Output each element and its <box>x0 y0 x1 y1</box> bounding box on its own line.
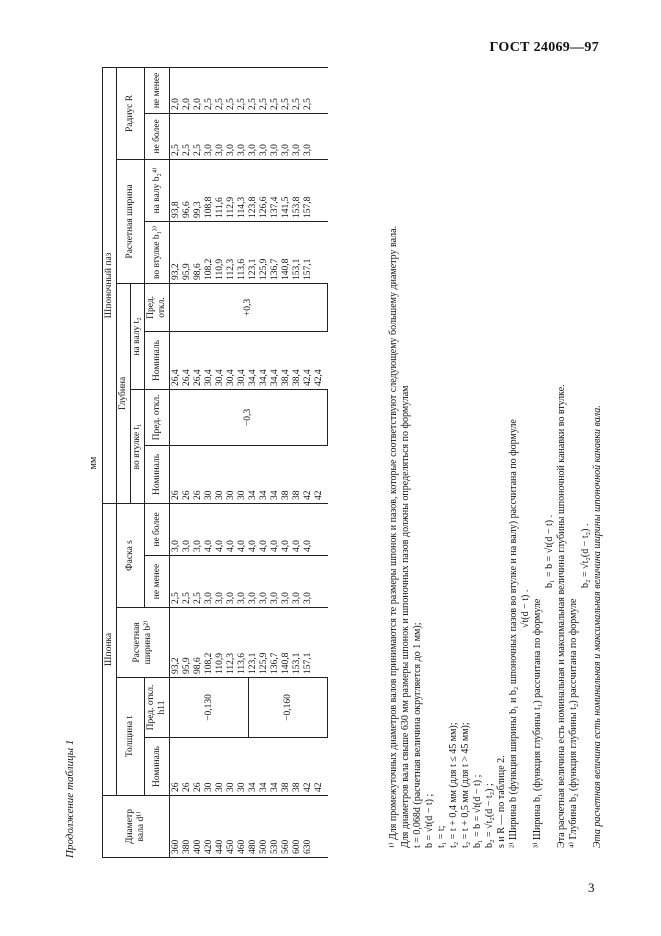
table-cell: 3,0 <box>171 540 181 552</box>
table-cell: 3,0 <box>259 592 269 604</box>
table-cell: 30 <box>237 782 247 792</box>
col-calc-width: Расчетная ширина <box>117 159 145 283</box>
table-cell: 30 <box>226 782 236 792</box>
col-thickness: Толщина t <box>117 678 145 796</box>
formula-b1: b₁ = b = √t(d − t) ; <box>472 774 483 848</box>
table-cell: 153,8 <box>292 196 302 218</box>
table-cell: 4,0 <box>259 540 269 552</box>
table-cell: 26 <box>182 490 192 500</box>
table-cell: 3,0 <box>193 540 203 552</box>
table-cell: 38,4 <box>292 369 302 386</box>
table-cell: 34 <box>259 490 269 500</box>
note-3b: Эта расчетная величина есть номинальная и максимальная величина глубины шпоночной канавки во втулке. <box>556 384 567 848</box>
table-cell: 500 <box>259 839 269 854</box>
tol-h11-b: −0,160 <box>282 694 293 721</box>
table-cell: 2,5 <box>182 592 192 604</box>
table-cell: 3,0 <box>303 144 313 156</box>
table-cell: 530 <box>270 839 280 854</box>
table-cell: 2,5 <box>259 98 269 110</box>
table-cell: 4,0 <box>204 540 214 552</box>
table-continuation-label: Продолжение таблицы 1 <box>64 739 76 858</box>
note-1: ¹⁾ Для промежуточных диаметров валов принимаются те размеры шпонок и пазов, которые соответствуют следующему большему диаметру вала. <box>388 225 399 848</box>
table-cell: 125,9 <box>259 652 269 674</box>
table-cell: 3,0 <box>226 592 236 604</box>
table-cell: 3,0 <box>259 144 269 156</box>
table-cell: 26 <box>193 782 203 792</box>
table-cell: 110,9 <box>215 258 225 280</box>
table-cell: 2,5 <box>182 144 192 156</box>
table-cell: 3,0 <box>281 144 291 156</box>
table-cell: 26,4 <box>193 369 203 386</box>
table-cell: 2,0 <box>193 98 203 110</box>
table-cell: 3,0 <box>303 592 313 604</box>
table-cell: 460 <box>237 839 247 854</box>
table-notes <box>388 68 604 848</box>
table-cell: 26,4 <box>171 369 181 386</box>
table-cell: 3,0 <box>270 144 280 156</box>
table-cell: 30,4 <box>237 369 247 386</box>
table-cell: 3,0 <box>204 144 214 156</box>
table-cell: 95,9 <box>182 657 192 674</box>
table-cell: 123,8 <box>248 196 258 218</box>
table-cell: 3,0 <box>204 592 214 604</box>
note-4: ⁴⁾ Глубина b₂ (функция глубины t₂) рассчитана по формуле <box>568 598 579 848</box>
table-cell: 3,0 <box>292 592 302 604</box>
table-cell: 108,2 <box>204 258 214 280</box>
table-cell: 30,4 <box>204 369 214 386</box>
table-cell: 560 <box>281 839 291 854</box>
col-diameter: Диаметр вала d¹⁾ <box>103 796 170 858</box>
formula-t: t = 0,068d (расчетная величина округляется до 1 мм); <box>412 622 423 848</box>
cells-r-max <box>170 113 328 159</box>
col-radius: Радиус R <box>117 67 145 159</box>
table-cell: 111,6 <box>215 197 225 218</box>
table-cell: 600 <box>292 839 302 854</box>
table-cell: 420 <box>204 839 214 854</box>
table-cell: 2,5 <box>303 98 313 110</box>
table-cell: 93,2 <box>171 657 181 674</box>
col-nominal: Номиналь <box>145 738 170 796</box>
table-cell: 123,1 <box>248 258 258 280</box>
table-cell: 140,8 <box>281 258 291 280</box>
cells-s-min <box>170 556 328 608</box>
table-cell: 4,0 <box>270 540 280 552</box>
table-cell: 3,0 <box>215 592 225 604</box>
table-cell: 4,0 <box>248 540 258 552</box>
table-cell: 157,1 <box>303 258 313 280</box>
table-cell: 2,5 <box>292 98 302 110</box>
table-cell: 34 <box>248 490 258 500</box>
unit-label: мм <box>88 456 99 470</box>
table-cell: 30,4 <box>215 369 225 386</box>
cells-calc-width-b <box>170 608 328 678</box>
table-cell: 38 <box>292 490 302 500</box>
table-cell: 30 <box>204 490 214 500</box>
col-hub-depth: во втулке t₁ <box>131 389 145 503</box>
col-t2-nominal: Номиналь <box>145 331 170 389</box>
table-cell: 112,9 <box>226 196 236 218</box>
table-cell: 3,0 <box>215 144 225 156</box>
col-hub-width: во втулке b₁³⁾ <box>145 221 170 283</box>
table-cell: 3,0 <box>237 592 247 604</box>
table-cell: 93,2 <box>171 263 181 280</box>
cells-tol-h11 <box>170 678 328 738</box>
table-cell: 153,1 <box>292 652 302 674</box>
tol-h11-a: −0,130 <box>170 678 249 737</box>
table-cell: 630 <box>303 839 313 854</box>
table-cell: 2,5 <box>237 98 247 110</box>
col-calc-width-b: Расчетная ширина b²⁾ <box>117 608 170 678</box>
table-cell: 380 <box>182 839 192 854</box>
table-cell: 3,0 <box>292 144 302 156</box>
table-cell: 95,9 <box>182 263 192 280</box>
table-cell: 42 <box>314 490 324 500</box>
formula-t2-b: t₂ = t + 0,5 мм (для t > 45 мм); <box>460 722 471 848</box>
table-cell: 3,0 <box>270 592 280 604</box>
table-cell: 38 <box>281 490 291 500</box>
formula-s-r: s и R — по таблице 2. <box>496 755 507 848</box>
cells-thickness <box>170 738 328 796</box>
cells-t2 <box>170 331 328 389</box>
table-cell: 2,5 <box>226 98 236 110</box>
table-cell: 140,8 <box>281 652 291 674</box>
note-2: ²⁾ Ширина b (функция ширины b₁ и b₂ шпоночных пазов во втулке и на валу) рассчитана по формуле <box>508 419 519 848</box>
table-cell: 4,0 <box>237 540 247 552</box>
table-cell: 34 <box>270 490 280 500</box>
table-cell: 2,0 <box>171 98 181 110</box>
table-cell: 4,0 <box>292 540 302 552</box>
formula-t1: t₁ = t; <box>436 825 447 848</box>
table-cell: 113,6 <box>237 652 247 674</box>
table-cell: 34,4 <box>270 369 280 386</box>
table-cell: 2,5 <box>193 144 203 156</box>
col-shaft-width: на валу b₂⁴⁾ <box>145 159 170 221</box>
table-cell: 42 <box>303 782 313 792</box>
col-chamfer: Фаска s <box>117 503 145 607</box>
table-cell: 30 <box>204 782 214 792</box>
table-cell: 2,5 <box>215 98 225 110</box>
table-cell: 26 <box>182 782 192 792</box>
table-cell: 3,0 <box>281 592 291 604</box>
table-cell: 42,4 <box>303 369 313 386</box>
table-cell: 30,4 <box>226 369 236 386</box>
table-cell: 26 <box>171 490 181 500</box>
table-cell: 141,5 <box>281 196 291 218</box>
cells-t2-tol: +0,3 <box>170 283 328 331</box>
note-4b: Эта расчетная величина есть номинальная и максимальная величина ширины шпоночной канавки вала. <box>592 405 603 848</box>
table-cell: 112,3 <box>226 258 236 280</box>
table-cell: 4,0 <box>226 540 236 552</box>
table-cell: 34 <box>248 782 258 792</box>
table-cell: 3,0 <box>237 144 247 156</box>
col-r-min: не менее <box>145 67 170 113</box>
table-cell: 450 <box>226 839 236 854</box>
table-cell: 3,0 <box>182 540 192 552</box>
table-cell: 2,5 <box>171 592 181 604</box>
formula-b2: b₂ = √t₂(d − t₂) ; <box>484 783 495 848</box>
table-cell: 137,4 <box>270 196 280 218</box>
col-t1-nominal: Номиналь <box>145 445 170 503</box>
note-4-formula: b₂ = √t₂(d − t₂) . <box>580 523 591 588</box>
cells-t1-tol: −0,3 <box>170 389 328 445</box>
table-cell: 3,0 <box>248 592 258 604</box>
table-cell: 3,0 <box>226 144 236 156</box>
note-3-formula: b₁ = b = √t(d − t) . <box>544 514 555 588</box>
table-cell: 157,8 <box>303 196 313 218</box>
table-cell: 30 <box>237 490 247 500</box>
table-cell: 99,3 <box>193 201 203 218</box>
cells-hub-width <box>170 221 328 283</box>
keys-table <box>102 67 328 858</box>
rotated-table-area <box>50 68 603 858</box>
table-cell: 153,1 <box>292 258 302 280</box>
cells-r-min <box>170 67 328 113</box>
table-cell: 38 <box>281 782 291 792</box>
table-cell: 42 <box>314 782 324 792</box>
table-cell: 126,6 <box>259 196 269 218</box>
table-cell: 114,3 <box>237 196 247 218</box>
table-cell: 2,5 <box>204 98 214 110</box>
cells-diameter <box>170 796 328 858</box>
table-cell: 4,0 <box>281 540 291 552</box>
cells-s-max <box>170 503 328 555</box>
note-1b: Для диаметров вала свыше 630 мм размеры шпонок и шпоночных пазов должны определяться по формулам <box>400 385 411 848</box>
table-cell: 360 <box>171 839 181 854</box>
cells-t1 <box>170 445 328 503</box>
table-cell: 93,8 <box>171 201 181 218</box>
col-s-min: не менее <box>145 556 170 608</box>
table-cell: 34 <box>270 782 280 792</box>
col-shaft-depth: на валу t₂ <box>131 283 145 389</box>
page-number: 3 <box>588 880 595 895</box>
table-cell: 38 <box>292 782 302 792</box>
standard-header: ГОСТ 24069—97 <box>489 40 599 55</box>
table-cell: 42,4 <box>314 369 324 386</box>
table-cell: 30 <box>215 782 225 792</box>
table-cell: 2,5 <box>248 98 258 110</box>
table-cell: 108,8 <box>204 196 214 218</box>
table-cell: 3,0 <box>248 144 258 156</box>
table-cell: 26,4 <box>182 369 192 386</box>
table-cell: 110,9 <box>215 652 225 674</box>
table-cell: 136,7 <box>270 258 280 280</box>
table-cell: 98,6 <box>193 657 203 674</box>
table-cell: 30 <box>215 490 225 500</box>
col-tol-h11: Пред. откл. h11 <box>145 678 170 738</box>
formula-t2-a: t₂ = t + 0,4 мм (для t ≤ 45 мм); <box>448 722 459 848</box>
table-cell: 34,4 <box>259 369 269 386</box>
table-cell: 34,4 <box>248 369 258 386</box>
table-cell: 440 <box>215 839 225 854</box>
col-depth: Глубина <box>117 283 131 503</box>
table-cell: 98,6 <box>193 263 203 280</box>
table-cell: 4,0 <box>215 540 225 552</box>
table-cell: 4,0 <box>303 540 313 552</box>
formula-b: b = √t(d − t) ; <box>424 793 435 848</box>
table-cell: 108,2 <box>204 652 214 674</box>
table-cell: 34 <box>259 782 269 792</box>
col-key: Шпонка <box>103 503 117 795</box>
col-r-max: не более <box>145 113 170 159</box>
table-cell: 42 <box>303 490 313 500</box>
table-cell: 96,6 <box>182 201 192 218</box>
table-cell: 157,1 <box>303 652 313 674</box>
note-2-formula: √t(d − t) . <box>520 589 531 628</box>
table-cell: 26 <box>193 490 203 500</box>
col-keyway: Шпоночный паз <box>103 67 117 503</box>
table-cell: 38,4 <box>281 369 291 386</box>
table-cell: 136,7 <box>270 652 280 674</box>
table-cell: 2,0 <box>182 98 192 110</box>
table-cell: 125,9 <box>259 258 269 280</box>
table-cell: 2,5 <box>171 144 181 156</box>
col-s-max: не более <box>145 503 170 555</box>
table-cell: 123,1 <box>248 652 258 674</box>
table-cell: 2,5 <box>281 98 291 110</box>
table-cell: 26 <box>171 782 181 792</box>
table-cell: 113,6 <box>237 258 247 280</box>
table-cell: 2,5 <box>193 592 203 604</box>
note-3: ³⁾ Ширина b₁ (функция глубины t₁) рассчитана по формуле <box>532 598 543 848</box>
table-cell: 400 <box>193 839 203 854</box>
table-cell: 2,5 <box>270 98 280 110</box>
col-t2-tol: Пред. откл. <box>145 283 170 331</box>
cells-shaft-width <box>170 159 328 221</box>
table-cell: 480 <box>248 839 258 854</box>
table-cell: 112,3 <box>226 652 236 674</box>
col-t1-tol: Пред. откл. <box>145 389 170 445</box>
table-cell: 30 <box>226 490 236 500</box>
